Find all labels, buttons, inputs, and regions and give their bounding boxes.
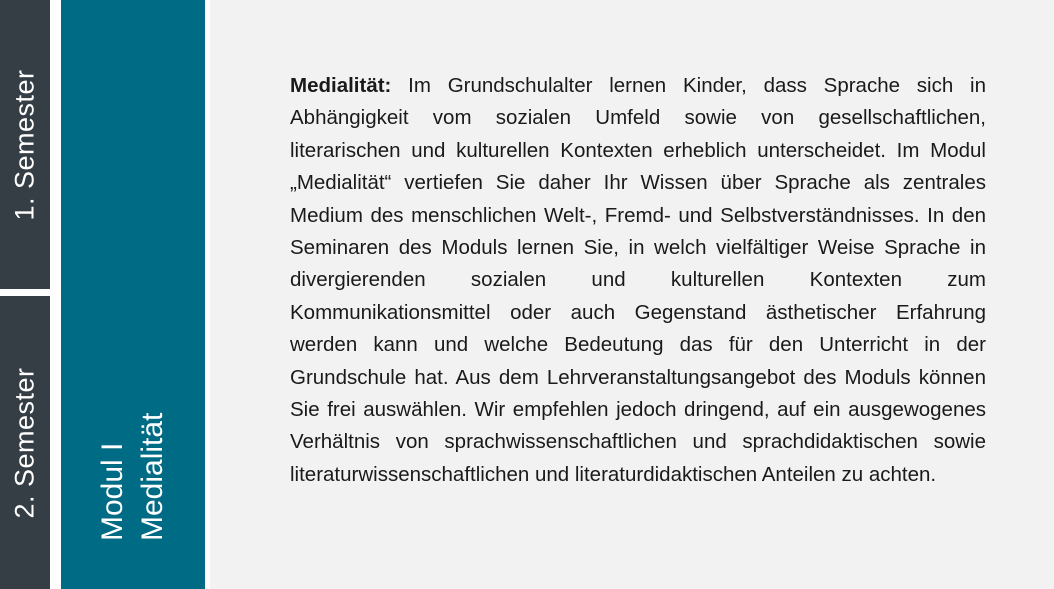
modul-label-line-1: Modul I <box>96 442 129 541</box>
semester-2-bar <box>0 296 50 589</box>
content-panel <box>210 0 1054 589</box>
semester-1-bar <box>0 0 50 289</box>
modul-label-text <box>93 413 173 541</box>
description-heading: Medialität: <box>290 74 392 97</box>
modul-bar <box>61 0 205 589</box>
semester-1-label: 1. Semester <box>9 68 40 221</box>
module-description <box>290 70 986 491</box>
description-text: Im Grundschulalter lernen Kinder, dass Sprache sich in Abhängigkeit vom sozialen Umfeld sowie von gesellschaftlichen, literarischen und kulturellen Kontexten erheblich unterscheidet. Im Modul „Medialität“ vertiefen Sie daher Ihr Wissen über Sprache als zentrales Medium des menschlichen Welt-, Fremd- und Selbstverständnisses. In den Seminaren des Moduls lernen Sie, in welch vielfältiger Weise Sprache in divergierenden sozialen und kulturellen Kontexten zum Kommunikationsmittel oder auch Gegenstand ästhetischer Erfahrung werden kann und welche Bedeutung das für den Unterricht in der Grundschule hat. Aus dem Lehrveranstaltungsangebot des Moduls können Sie frei auswählen. Wir empfehlen jedoch dringend, auf ein ausgewogenes Verhältnis von sprachwissenschaftlichen und sprachdidaktischen sowie literaturwissenschaftlichen und literaturdidaktischen Anteilen zu achten. <box>290 74 986 486</box>
modul-label-line-2: Medialität <box>136 412 169 541</box>
semester-2-label: 2. Semester <box>9 366 40 519</box>
